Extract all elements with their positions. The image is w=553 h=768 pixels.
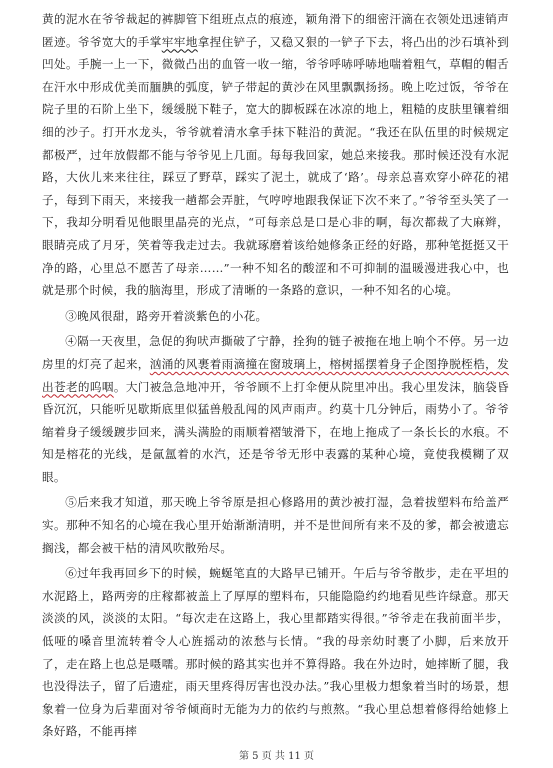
paragraph-2-text-a: 黄的泥水在爷爷裁起的裤脚管下组班点点的痕迹，颖角滑下的细密汗滴在衣领处迅速销声匿迹。爷爷宽大的手掌 — [42, 12, 509, 49]
paragraph-3: ③晚风很甜，路旁开着淡紫色的小花。 — [65, 308, 268, 323]
paragraph-6: ⑥过年我再回乡下的时候，蜿蜒笔直的大路早已铺开。午后与爷爷散步，走在平坦的水泥路上，路两旁的庄稼都被盖上了厚厚的塑料布，只能隐隐约约地看见些许绿意。那天淡淡的风，淡淡的太阳。“每次走在这路上，我心里都踏实得很。”爷爷走在我前面半步，低哑的嗓音里流转着令人心旌摇动的浓愁与长情。“我的母亲幼时裹了小脚，后来放开了，走在路上也总是嗫嚅。那时候的路其实也并不算得路。我在外边时，她摔断了腿，我也没得法子，留了后遗症，雨天里疼得厉害也没办法。”我心里极力想象着当时的场景，想象着一位身为后辈面对爷爷倾商时无能为力的依约与煎熬。“我心里总想着修得给她修上条好路，不能再摔 — [42, 566, 509, 739]
paragraph-5: ⑤后来我才知道，那天晚上爷爷原是担心修路用的黄沙被打湿，急着拔塑料布给盖严实。那种不知名的心境在我心里开始渐渐清明，并不是世间所有来不及的爹，都会被遗忘搁浅，都会被干枯的清风吹散殆尽。 — [42, 495, 509, 555]
underlined-phrase: 牢牢地 — [161, 34, 198, 49]
paragraph-2 — [42, 8, 509, 302]
marked-sentence: 汹涌的风裹着雨滴撞在窗玻璃上，榕树摇摆着身子企图挣脱桎梏，发出苍老的呜咽 — [42, 356, 509, 394]
page-number-footer: 第 5 页 共 11 页 — [239, 751, 314, 762]
paragraph-4-text-b: 。大门被急急地冲开，爷爷顾不上打伞便从院里冲出。我心里发沫，脑袋昏昏沉沉，只能听见歇斯底里似猛兽般乱闯的风声雨声。约莫十几分钟后，雨势小了。爷爷缩着身子缓缓踱步回来，满头满脸的雨顺着褶皱滑下，在地上拖成了一条长长的水痕。不知是榕花的光线，是氤氲着的水汽，还是爷爷无形中表露的某种心境，竟使我模糊了双眼。 — [42, 379, 509, 484]
paragraph-2-text-b: 拿捏住铲子，又稳又狠的一铲子下去，将凸出的沙石填补到凹处。手腕一上一下，微微凸出的血管一收一缩，爷爷呼哧呼哧地喘着粗气，草帽的帽舌在汗水中形成优美而腼腆的弧度，铲子带起的黄沙在风里飘飘扬扬。晚上吃过饭，爷爷在院子里的石阶上坐下，缓缓脱下鞋子，宽大的脚板踩在冰凉的地上，粗糙的皮肤里镶着细细的沙子。打开水龙头，爷爷就着清水拿手抹下鞋沿的黄泥。“我还在队伍里的时候规定都极严，过年放假都不能与爷爷见上几面。每每我回家，她总来接我。那时候还没有水泥路，大伙儿来来往往，踩豆了野草，踩实了泥土，就成了‘路’。母亲总喜欢穿小碎花的裙子，每到下雨天，来接我一趟都会弄脏，气哼哼地跟我保证下次不来了。”爷爷至头笑了一下，我却分明看见他眼里晶亮的光点，“可每亲总是口是心非的啊，每次都裁了大麻辫，眼睛亮成了月牙，笑着等我走过去。我就琢磨着该给她修条正经的好路，那种笔挺挺又干净的路，心里总不愿苦了母亲……”一种不知名的酸涩和不可抑制的温暖漫进我心中，也就是那个时候，我的脑海里，形成了清晰的一条路的意识，一种不知名的心境。 — [42, 34, 509, 298]
paragraph-4-text-a: ④隔一天夜里，急促的狗吠声撕破了宁静，拴狗的链子被拖在地上响个不停。另一边房里的灯亮了起来， — [42, 334, 509, 371]
paragraph-4 — [42, 330, 509, 488]
